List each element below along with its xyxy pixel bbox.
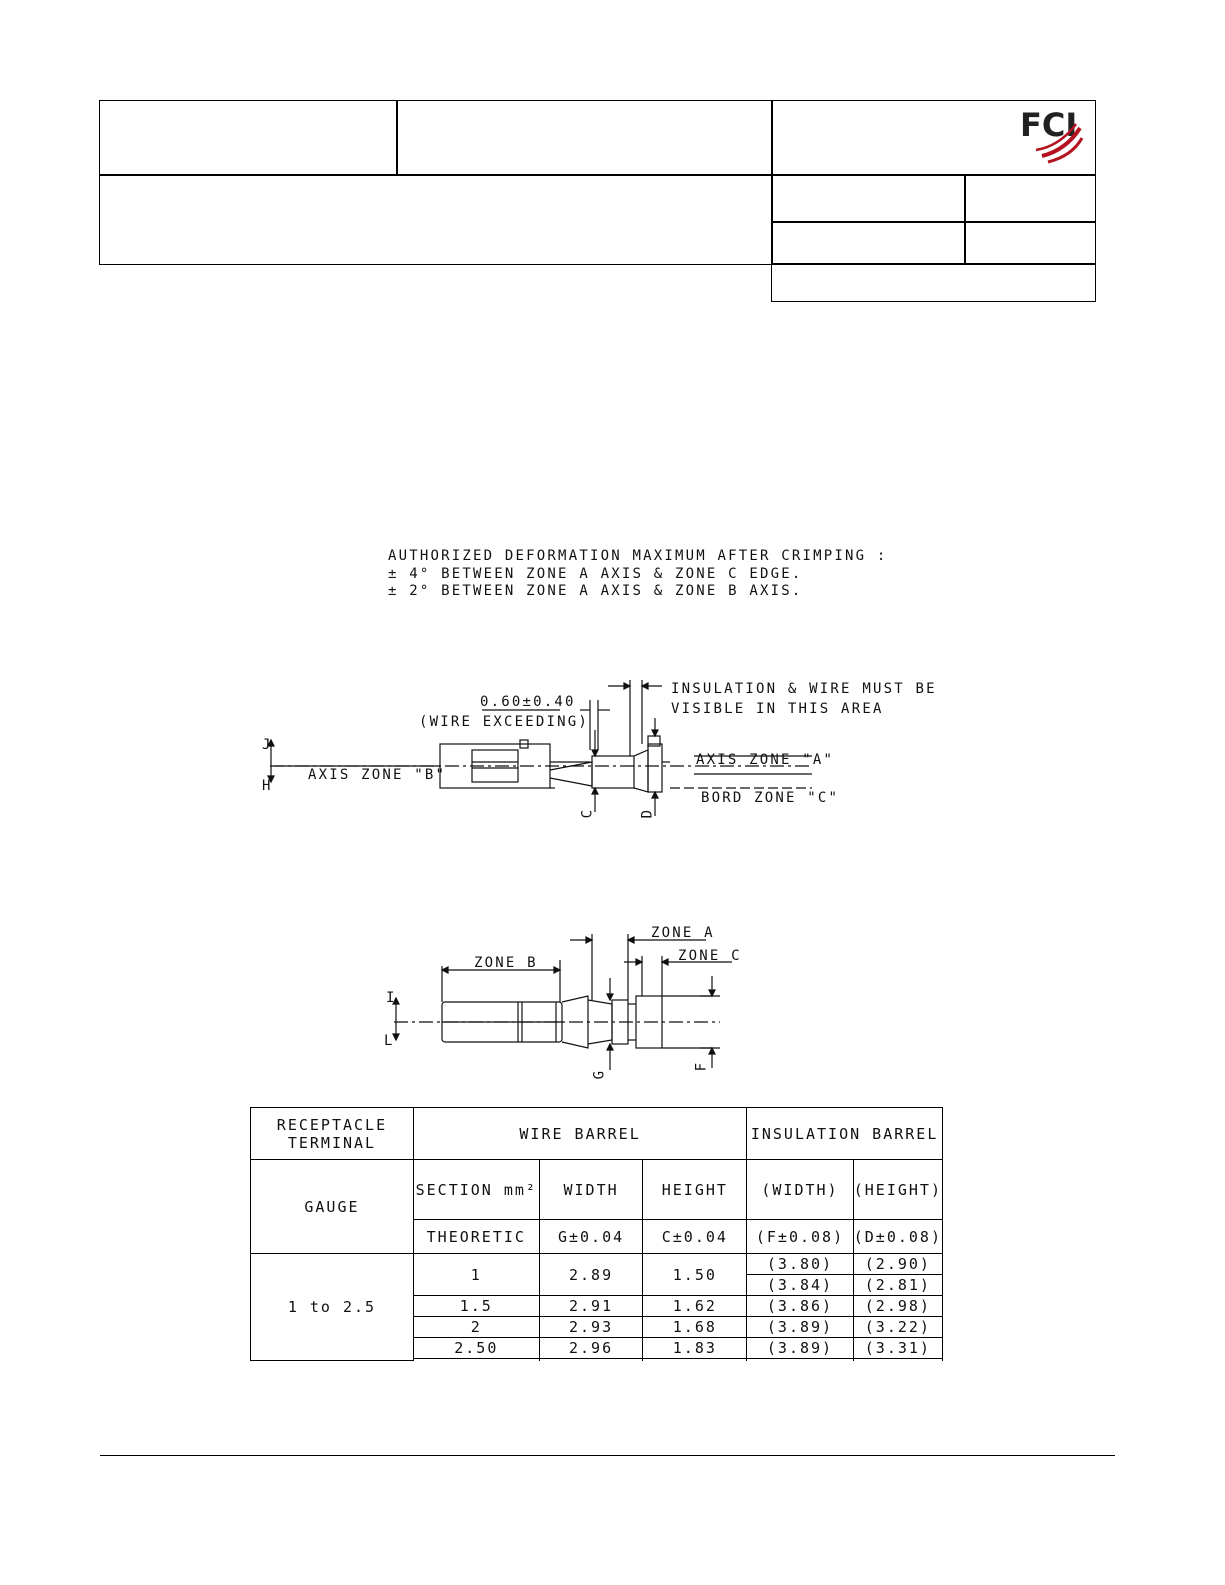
fci-logo-text: FCI	[1020, 106, 1078, 144]
ins-height-value: (3.31)	[853, 1338, 942, 1359]
title-block-cell-2	[396, 100, 773, 176]
ins-height-value: (3.22)	[853, 1317, 942, 1338]
title-block-cell-1	[99, 100, 398, 176]
header-height: HEIGHT	[643, 1160, 747, 1220]
ins-height-value: (2.98)	[853, 1296, 942, 1317]
ins-height-value: (2.90)	[853, 1254, 942, 1275]
footer-divider	[100, 1455, 1115, 1456]
header-insulation-barrel: INSULATION BARREL	[747, 1108, 943, 1160]
zone-c-label: ZONE C	[678, 948, 742, 964]
width-value: 2.96	[539, 1338, 643, 1359]
header-receptacle-terminal: RECEPTACLE TERMINAL	[251, 1108, 414, 1160]
axis-zone-b-label: AXIS ZONE "B"	[308, 767, 447, 783]
header-wire-barrel: WIRE BARREL	[413, 1108, 746, 1160]
title-block-description-cell	[99, 174, 773, 265]
title-block-cell-3	[771, 174, 966, 223]
height-value: 1.50	[643, 1254, 747, 1296]
crimp-note-line-1: AUTHORIZED DEFORMATION MAXIMUM AFTER CRIMPING :	[388, 548, 888, 564]
header-f-tolerance: (F±0.08)	[747, 1220, 854, 1254]
ins-width-value: (3.89)	[747, 1317, 854, 1338]
header-theoretic: THEORETIC	[413, 1220, 539, 1254]
ins-width-value: (3.84)	[747, 1275, 854, 1296]
section-value: 2	[413, 1317, 539, 1338]
height-value: 1.68	[643, 1317, 747, 1338]
width-value: 2.89	[539, 1254, 643, 1296]
label-c: C	[579, 807, 596, 819]
label-f: F	[693, 1060, 710, 1072]
crimp-note-line-2: ± 4° BETWEEN ZONE A AXIS & ZONE C EDGE.	[388, 566, 803, 582]
header-ins-height: (HEIGHT)	[853, 1160, 942, 1220]
label-d: D	[639, 807, 656, 819]
height-value: 1.83	[643, 1338, 747, 1359]
header-gauge: GAUGE	[251, 1160, 414, 1254]
insulation-note-line-2: VISIBLE IN THIS AREA	[671, 701, 884, 717]
crimp-note-line-3: ± 2° BETWEEN ZONE A AXIS & ZONE B AXIS.	[388, 583, 803, 599]
crimp-dimension-table	[250, 1107, 943, 1361]
width-value: 2.93	[539, 1317, 643, 1338]
ins-width-value: (3.86)	[747, 1296, 854, 1317]
title-block-cell-4	[964, 174, 1096, 223]
header-d-tolerance: (D±0.08)	[853, 1220, 942, 1254]
wire-exceeding-label: (WIRE EXCEEDING)	[419, 714, 590, 730]
bord-zone-c-label: BORD ZONE "C"	[701, 790, 840, 806]
section-value: 1	[413, 1254, 539, 1296]
header-g-tolerance: G±0.04	[539, 1220, 643, 1254]
dim-wire-exceeding-value: 0.60±0.40	[480, 694, 576, 710]
zone-b-label: ZONE B	[474, 955, 538, 971]
label-g: G	[591, 1068, 608, 1080]
header-section: SECTION mm²	[413, 1160, 539, 1220]
section-value: 1.5	[413, 1296, 539, 1317]
width-value: 2.91	[539, 1296, 643, 1317]
ins-width-value: (3.80)	[747, 1254, 854, 1275]
axis-zone-a-label: AXIS ZONE "A"	[696, 752, 835, 768]
label-h: H	[262, 778, 273, 794]
top-view-drawing	[380, 920, 740, 1090]
label-i: I	[386, 990, 397, 1006]
header-ins-width: (WIDTH)	[747, 1160, 854, 1220]
title-block-cell-7	[771, 263, 1096, 302]
title-block-cell-5	[771, 221, 966, 265]
ins-width-value: (3.89)	[747, 1338, 854, 1359]
insulation-note-line-1: INSULATION & WIRE MUST BE	[671, 681, 937, 697]
title-block-cell-6	[964, 221, 1096, 265]
header-c-tolerance: C±0.04	[643, 1220, 747, 1254]
label-l: L	[384, 1033, 395, 1049]
header-width: WIDTH	[539, 1160, 643, 1220]
ins-height-value: (2.81)	[853, 1275, 942, 1296]
gauge-value: 1 to 2.5	[251, 1254, 414, 1361]
zone-a-label: ZONE A	[651, 925, 715, 941]
fci-logo	[1018, 104, 1084, 166]
section-value: 2.50	[413, 1338, 539, 1359]
height-value: 1.62	[643, 1296, 747, 1317]
label-j: J	[262, 737, 273, 753]
